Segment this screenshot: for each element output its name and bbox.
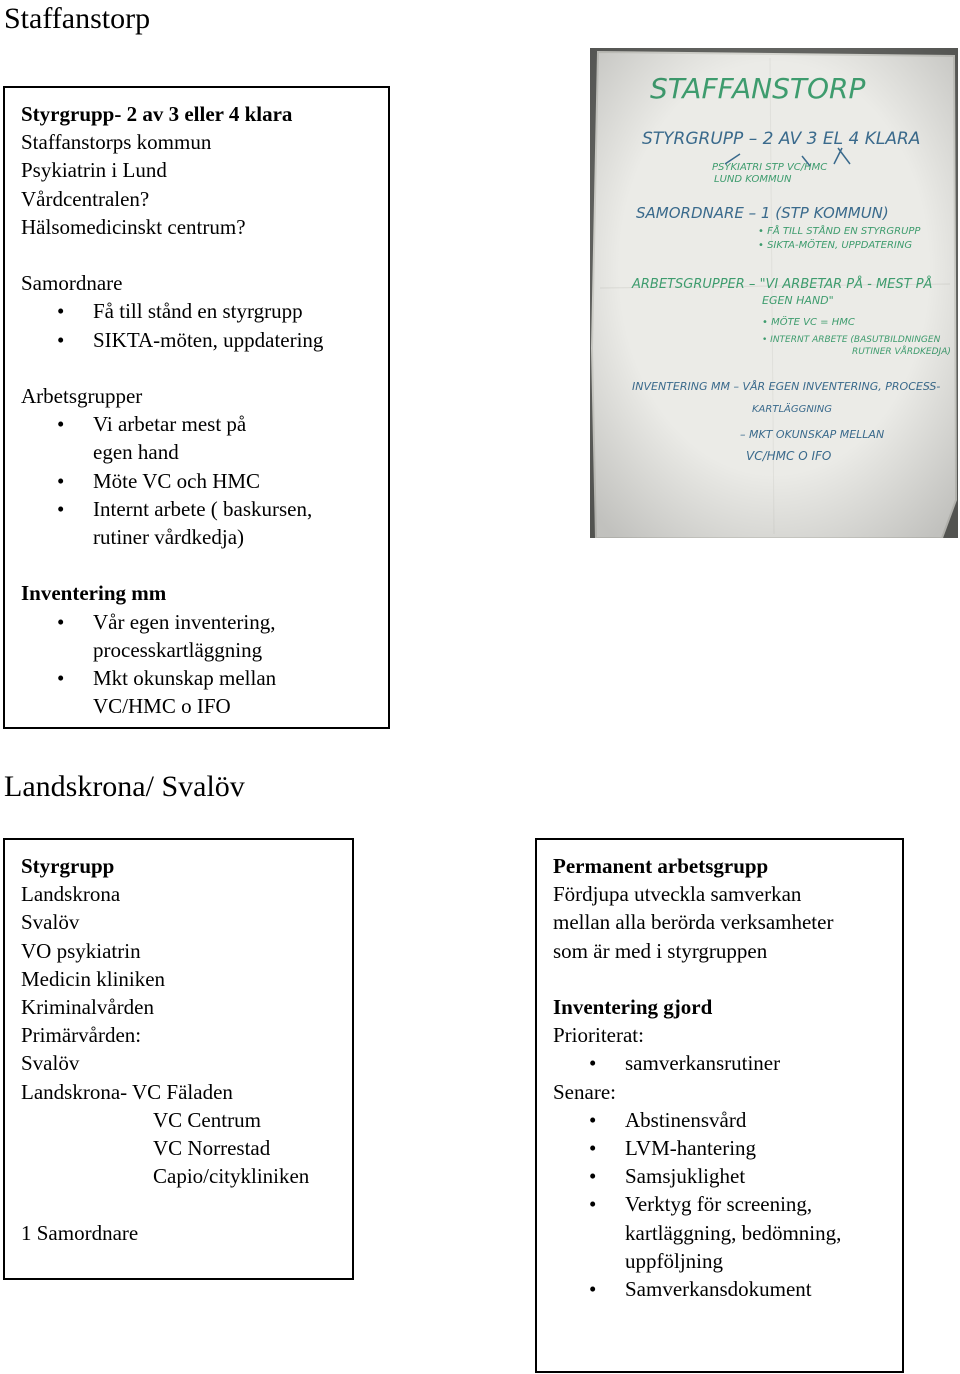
styrgrupp-title: Styrgrupp (21, 854, 115, 878)
arbetsgrupper-list (21, 410, 321, 551)
styrgrupp-line: Landskrona- VC Fäladen (21, 1079, 233, 1104)
arbetsgrupp-desc: Fördjupa utveckla samverkan (553, 882, 802, 907)
list-item: • Abstinensvård (553, 1106, 894, 1134)
styrgrupp-line: Staffanstorps kommun (21, 130, 212, 155)
list-item: • SIKTA-möten, uppdatering (21, 326, 380, 354)
senare-label: Senare: (553, 1079, 616, 1104)
samordnare-footer: 1 Samordnare (21, 1220, 139, 1245)
styrgrupp-line: Hälsomedicinskt centrum? (21, 214, 246, 239)
staffanstorp-box (3, 86, 390, 729)
styrgrupp-line: VO psykiatrin (21, 938, 141, 963)
styrgrupp-line: Svalöv (21, 910, 80, 935)
landskrona-styrgrupp-box (3, 838, 354, 1280)
styrgrupp-subline: Capio/citykliniken (153, 1164, 310, 1189)
styrgrupp-line: Svalöv (21, 1051, 80, 1076)
inventering-list (21, 608, 321, 721)
list-item: • Vår egen inventering, processkartläggning (21, 608, 321, 664)
styrgrupp-line: Medicin kliniken (21, 966, 166, 991)
arbetsgrupper-title: Arbetsgrupper (21, 384, 143, 408)
arbetsgrupp-desc: som är med i styrgruppen (553, 938, 768, 963)
styrgrupp-subline: VC Norrestad (153, 1136, 271, 1161)
senare-list (553, 1106, 894, 1303)
list-item: • Samsjuklighet (553, 1162, 894, 1190)
prioriterat-label: Prioriterat: (553, 1023, 644, 1048)
prioriterat-list (553, 1049, 894, 1077)
flipchart-photo (590, 48, 958, 538)
list-item: • Internt arbete ( baskursen, rutiner vårdkedja) (21, 495, 321, 551)
list-item: • Få till stånd en styrgrupp (21, 297, 380, 325)
styrgrupp-subline: VC Centrum (153, 1107, 261, 1132)
list-item: • samverkansrutiner (553, 1049, 894, 1077)
list-item: • Möte VC och HMC (21, 467, 321, 495)
list-item: • Vi arbetar mest på egen hand (21, 410, 321, 466)
styrgrupp-line: Kriminalvården (21, 995, 154, 1020)
inventering-title: Inventering gjord (553, 995, 713, 1019)
styrgrupp-line: Landskrona (21, 882, 121, 907)
samordnare-list (21, 297, 380, 353)
staffanstorp-heading: Staffanstorp (4, 2, 151, 35)
arbetsgrupp-desc: mellan alla berörda verksamheter (553, 910, 834, 935)
list-item: • Samverkansdokument (553, 1275, 894, 1303)
styrgrupp-line: Vårdcentralen? (21, 186, 150, 211)
list-item: • Mkt okunskap mellan VC/HMC o IFO (21, 664, 321, 720)
landskrona-arbetsgrupp-box (535, 838, 904, 1373)
list-item: • LVM-hantering (553, 1134, 894, 1162)
arbetsgrupp-title: Permanent arbetsgrupp (553, 854, 769, 878)
styrgrupp-line: Psykiatrin i Lund (21, 158, 167, 183)
styrgrupp-title: Styrgrupp- 2 av 3 eller 4 klara (21, 102, 293, 126)
list-item: • Verktyg för screening, kartläggning, bedömning, uppföljning (553, 1190, 894, 1275)
landskrona-heading: Landskrona/ Svalöv (4, 770, 245, 803)
samordnare-title: Samordnare (21, 271, 123, 296)
inventering-title: Inventering mm (21, 581, 167, 606)
styrgrupp-line: Primärvården: (21, 1023, 142, 1048)
